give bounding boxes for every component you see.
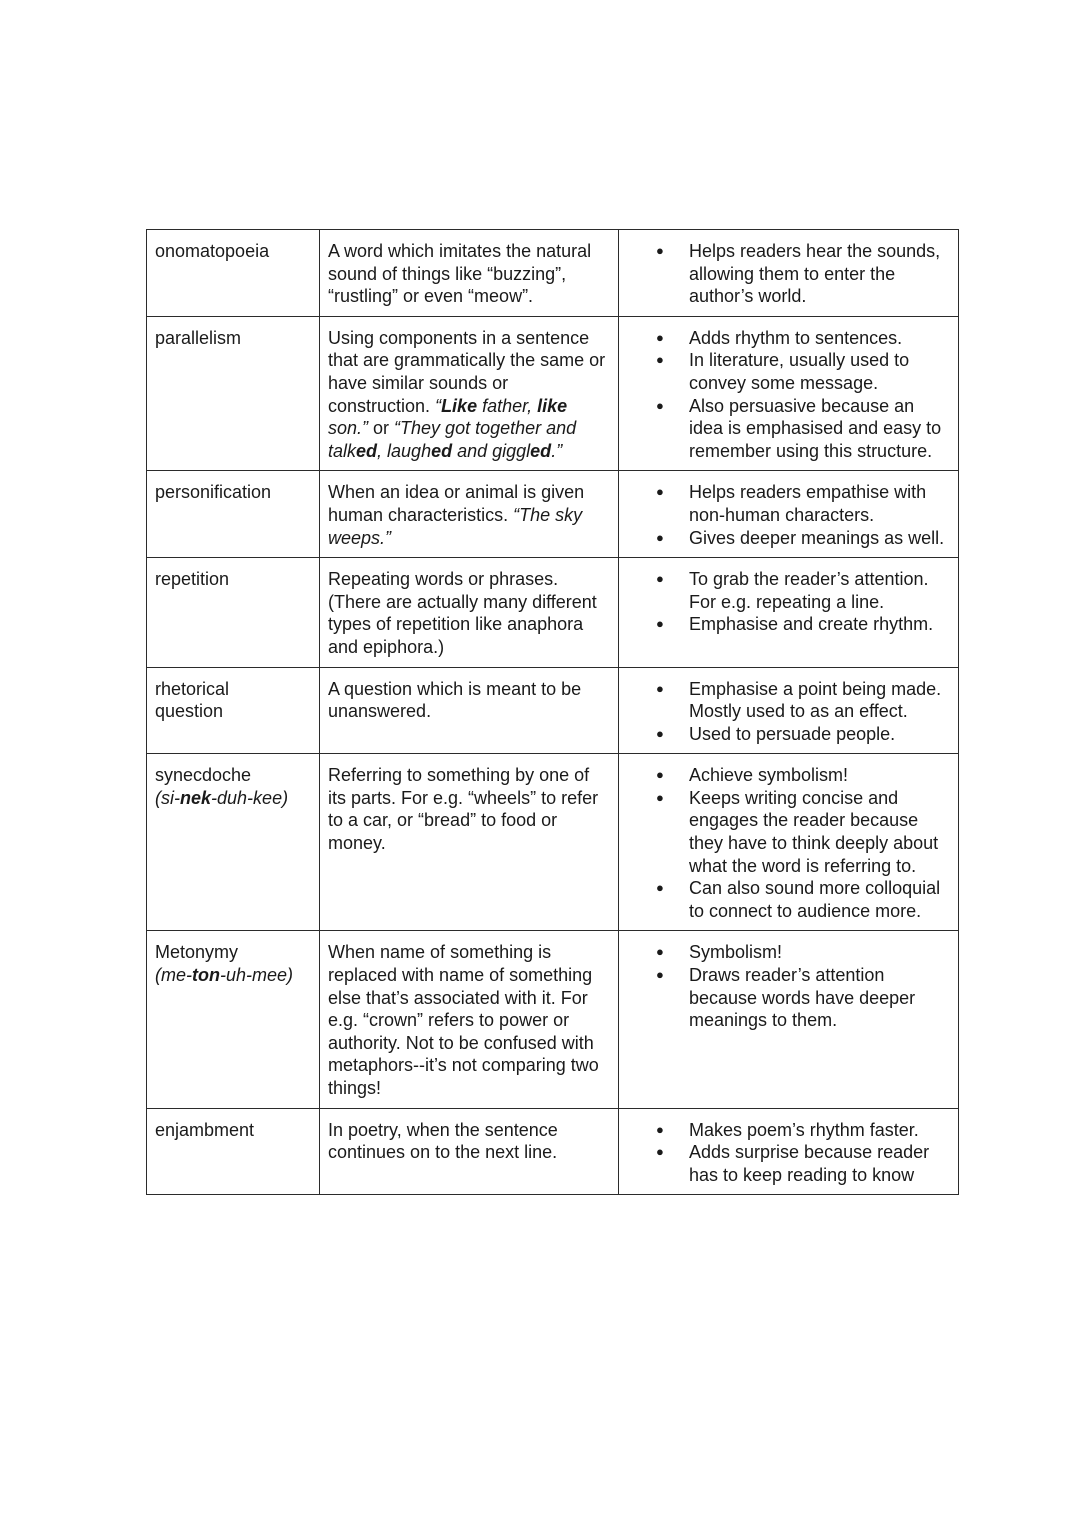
text-run: nek bbox=[180, 787, 212, 808]
text-run: A word which imitates the natural sound of things like “buzzing”, “rustling” or even “meow”. bbox=[328, 241, 592, 307]
text-run: ed bbox=[431, 440, 453, 461]
definition-cell bbox=[320, 558, 619, 667]
effects-list bbox=[627, 764, 950, 922]
effect-item: ● Adds surprise because reader has to keep reading to know bbox=[689, 1141, 950, 1186]
definition-cell bbox=[320, 1108, 619, 1195]
table-row bbox=[147, 230, 959, 317]
effect-item: ● Adds rhythm to sentences. bbox=[689, 327, 950, 350]
effect-item: ● Can also sound more colloquial to connect to audience more. bbox=[689, 877, 950, 922]
table-row bbox=[147, 1108, 959, 1195]
text-run: like bbox=[537, 395, 568, 416]
term-text: Metonymy bbox=[155, 942, 239, 963]
text-run: -duh-kee) bbox=[211, 787, 289, 808]
definition-cell bbox=[320, 754, 619, 931]
term-text: question bbox=[155, 701, 224, 722]
effect-item: ● Draws reader’s attention because words have deeper meanings to them. bbox=[689, 964, 950, 1032]
table-row bbox=[147, 558, 959, 667]
text-run: ed bbox=[356, 440, 378, 461]
term-cell bbox=[147, 667, 320, 754]
term-text: rhetorical bbox=[155, 678, 230, 699]
effects-cell bbox=[619, 1108, 959, 1195]
effects-cell bbox=[619, 471, 959, 558]
definition-cell bbox=[320, 471, 619, 558]
text-run: “ bbox=[435, 395, 442, 416]
effects-cell bbox=[619, 667, 959, 754]
text-run: ed bbox=[530, 440, 552, 461]
effect-item: ● Gives deeper meanings as well. bbox=[689, 527, 950, 550]
effects-list bbox=[627, 941, 950, 1031]
definition-cell bbox=[320, 667, 619, 754]
text-run: -uh-mee) bbox=[219, 965, 294, 986]
effects-cell bbox=[619, 558, 959, 667]
term-cell bbox=[147, 931, 320, 1108]
effects-list bbox=[627, 1119, 950, 1187]
effect-item: ● Helps readers empathise with non-human characters. bbox=[689, 481, 950, 526]
table-row bbox=[147, 754, 959, 931]
definition-cell bbox=[320, 316, 619, 471]
term-cell bbox=[147, 1108, 320, 1195]
effect-item: ● Also persuasive because an idea is emphasised and easy to remember using this structure. bbox=[689, 395, 950, 463]
effects-list bbox=[627, 481, 950, 549]
term-cell bbox=[147, 471, 320, 558]
text-run: , laugh bbox=[377, 440, 432, 461]
text-run: “The sky weeps.” bbox=[328, 504, 583, 548]
text-run: “They got together and talk bbox=[328, 418, 577, 461]
effect-item: ● Symbolism! bbox=[689, 941, 950, 964]
term-text: onomatopoeia bbox=[155, 241, 270, 261]
effect-item: ● To grab the reader’s attention. For e.g. repeating a line. bbox=[689, 568, 950, 613]
text-run: When name of something is replaced with name of something else that’s associated with it. For e.g. “crown” refers to power or authority. Not to be confused with metaphors--it’s not comparing two things! bbox=[328, 942, 599, 1098]
table-row bbox=[147, 471, 959, 558]
effects-cell bbox=[619, 754, 959, 931]
effects-cell bbox=[619, 230, 959, 317]
term-cell bbox=[147, 230, 320, 317]
table-row bbox=[147, 931, 959, 1108]
term-text: personification bbox=[155, 482, 272, 503]
literary-devices-table bbox=[146, 229, 959, 1195]
text-run: ton bbox=[192, 965, 220, 986]
literary-devices-sheet bbox=[146, 229, 958, 1195]
effect-item: ● Keeps writing concise and engages the reader because they have to think deeply about what the word is referring to. bbox=[689, 787, 950, 877]
term-text: synecdoche bbox=[155, 765, 252, 786]
term-cell bbox=[147, 316, 320, 471]
pronunciation bbox=[155, 787, 311, 810]
text-run: Using components in a sentence that are grammatically the same or have similar sounds or construction. bbox=[328, 327, 606, 416]
text-run: and giggl bbox=[452, 440, 531, 461]
definition-cell bbox=[320, 230, 619, 317]
effects-list bbox=[627, 568, 950, 636]
text-run: Repeating words or phrases. (There are actually many different types of repetition like anaphora and epiphora.) bbox=[328, 569, 597, 657]
effects-list bbox=[627, 240, 950, 308]
effect-item: ● Emphasise and create rhythm. bbox=[689, 613, 950, 636]
effect-item: ● Helps readers hear the sounds, allowing them to enter the author’s world. bbox=[689, 240, 950, 308]
effect-item: ● In literature, usually used to convey some message. bbox=[689, 349, 950, 394]
table-row bbox=[147, 316, 959, 471]
text-run: When an idea or animal is given human characteristics. bbox=[328, 482, 585, 525]
definition-cell bbox=[320, 931, 619, 1108]
term-cell bbox=[147, 754, 320, 931]
term-text: parallelism bbox=[155, 327, 242, 348]
pronunciation bbox=[155, 964, 311, 987]
text-run: father, bbox=[477, 395, 538, 416]
term-text: repetition bbox=[155, 569, 230, 590]
effects-cell bbox=[619, 316, 959, 471]
effects-cell bbox=[619, 931, 959, 1108]
term-text: enjambment bbox=[155, 1119, 255, 1140]
effect-item: ● Achieve symbolism! bbox=[689, 764, 950, 787]
text-run: (si- bbox=[155, 787, 180, 808]
text-run: or bbox=[368, 418, 395, 439]
effect-item: ● Makes poem’s rhythm faster. bbox=[689, 1119, 950, 1142]
text-run: Referring to something by one of its parts. For e.g. “wheels” to refer to a car, or “bread” to food or money. bbox=[328, 765, 599, 854]
effect-item: ● Used to persuade people. bbox=[689, 723, 950, 746]
text-run: son.” bbox=[328, 418, 369, 439]
effects-list bbox=[627, 327, 950, 463]
term-cell bbox=[147, 558, 320, 667]
table-body bbox=[147, 230, 959, 1195]
text-run: A question which is meant to be unanswered. bbox=[328, 678, 582, 722]
text-run: Like bbox=[441, 395, 478, 416]
text-run: In poetry, when the sentence continues on to the next line. bbox=[328, 1119, 558, 1163]
table-row bbox=[147, 667, 959, 754]
text-run: (me- bbox=[155, 965, 192, 986]
effect-item: ● Emphasise a point being made. Mostly used to as an effect. bbox=[689, 678, 950, 723]
effects-list bbox=[627, 678, 950, 746]
text-run: .” bbox=[551, 440, 563, 461]
